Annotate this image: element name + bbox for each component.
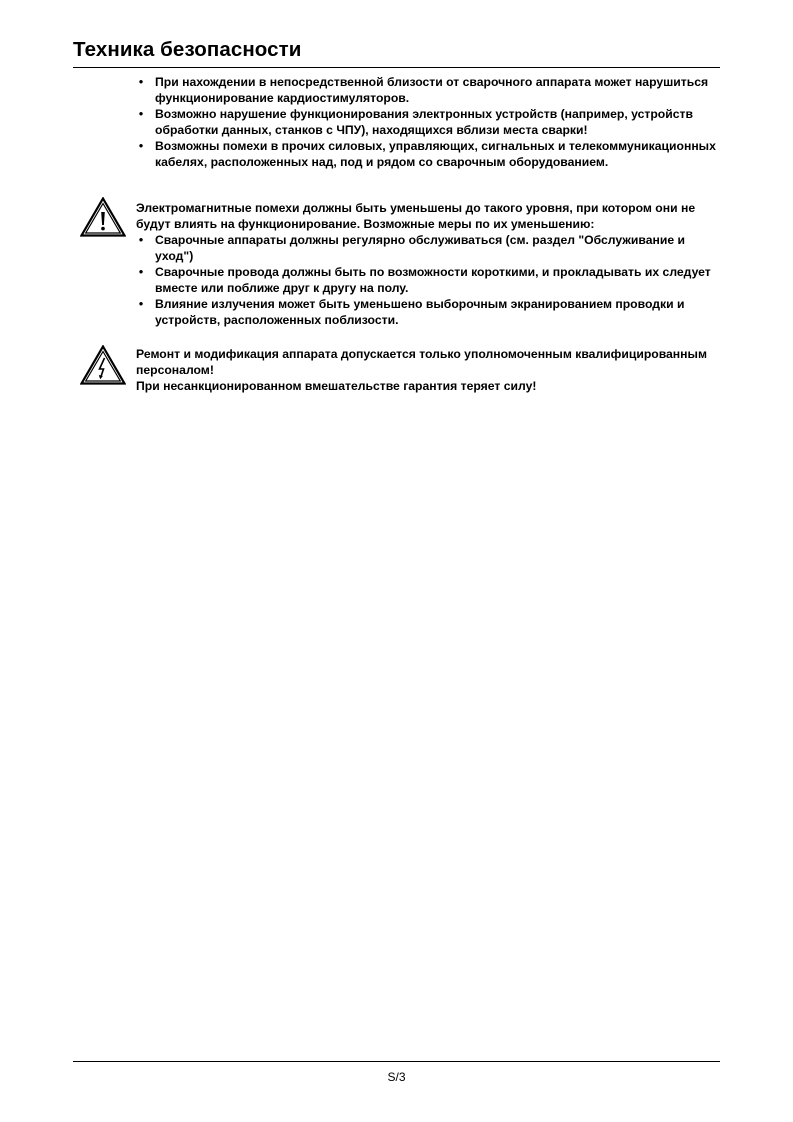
header-divider: [73, 67, 720, 68]
bullet-icon: •: [138, 107, 144, 121]
repair-warning-text: Ремонт и модификация аппарата допускается только уполномоченным квалифицированным персоналом!: [136, 347, 707, 377]
list-item: [136, 74, 726, 106]
list-item-text: Сварочные провода должны быть по возможности короткими, и прокладывать их следует вместе или поближе друг к другу на полу.: [155, 265, 711, 295]
page-title: Техника безопасности: [73, 38, 302, 61]
intro-bullet-list: [136, 74, 726, 170]
list-item-text: Влияние излучения может быть уменьшено выборочным экранированием проводки и устройств, расположенных поблизости.: [155, 297, 685, 327]
repair-warning-section: [136, 346, 726, 394]
page-number: S/3: [387, 1070, 406, 1084]
bullet-icon: •: [138, 233, 144, 247]
footer-divider: [73, 1061, 720, 1062]
list-item: [136, 296, 726, 328]
emc-warning-section: [136, 200, 726, 328]
list-item-text: Возможно нарушение функционирования электронных устройств (например, устройств обработки данных, станков с ЧПУ), находящихся вблизи места сварки!: [155, 107, 693, 137]
list-item: [136, 232, 726, 264]
warning-triangle-icon: [80, 197, 126, 237]
bullet-icon: •: [138, 75, 144, 89]
bullet-icon: •: [138, 265, 144, 279]
electric-hazard-icon: [80, 345, 126, 385]
warranty-warning-text: При несанкционированном вмешательстве гарантия теряет силу!: [136, 379, 537, 393]
bullet-icon: •: [138, 139, 144, 153]
list-item: [136, 138, 726, 170]
intro-section: [136, 74, 726, 170]
emc-warning-text: Электромагнитные помехи должны быть уменьшены до такого уровня, при котором они не будут влиять на функционирование. Возможные меры по их уменьшению:: [136, 201, 696, 231]
list-item: [136, 106, 726, 138]
list-item-text: Сварочные аппараты должны регулярно обслуживаться (см. раздел "Обслуживание и уход"): [155, 233, 686, 263]
bullet-icon: •: [138, 297, 144, 311]
emc-measures-list: [136, 232, 726, 328]
list-item-text: Возможны помехи в прочих силовых, управляющих, сигнальных и телекоммуникационных кабелях, расположенных над, под и рядом со сварочным оборудованием.: [155, 139, 716, 169]
list-item-text: При нахождении в непосредственной близости от сварочного аппарата может нарушиться функционирование кардиостимуляторов.: [155, 75, 709, 105]
list-item: [136, 264, 726, 296]
